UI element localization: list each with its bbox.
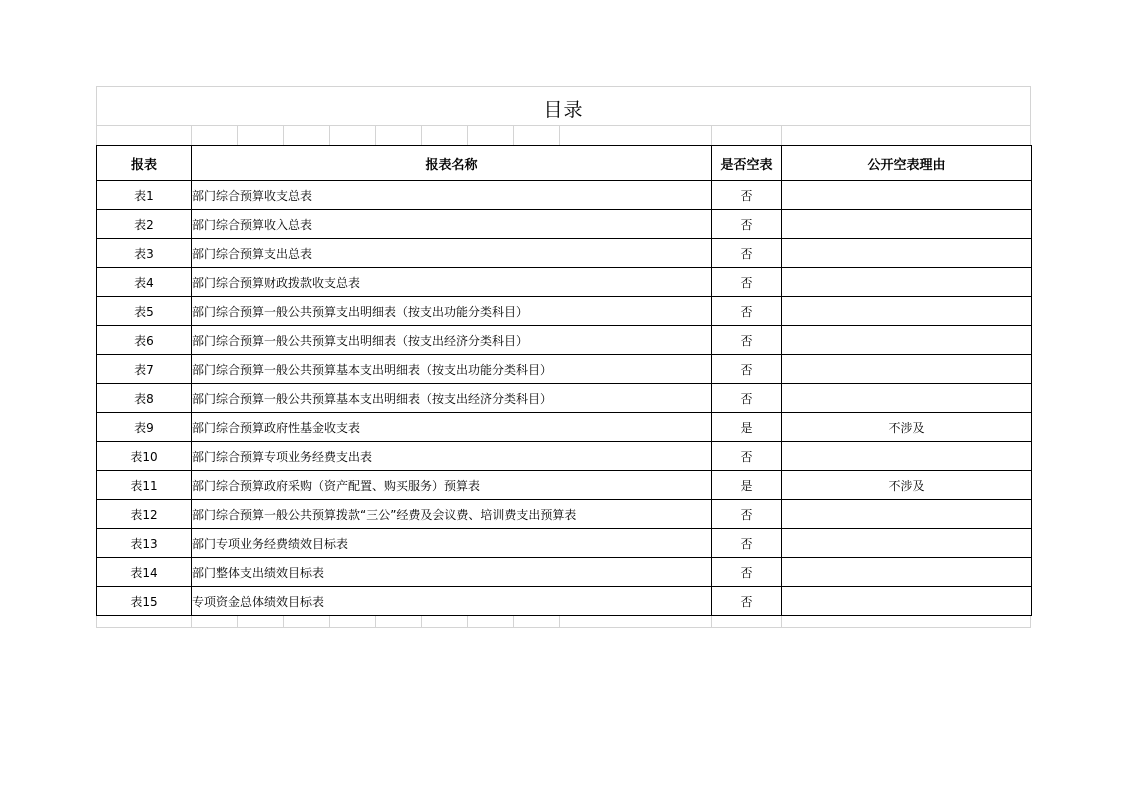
report-name-cell: 部门综合预算收入总表	[192, 210, 712, 239]
grid-line	[513, 616, 514, 627]
grid-line	[375, 616, 376, 627]
grid-line	[329, 126, 330, 145]
is-empty-cell: 否	[712, 500, 782, 529]
empty-reason-cell	[782, 384, 1032, 413]
table-row	[97, 181, 1032, 210]
is-empty-cell: 否	[712, 384, 782, 413]
header-reason: 公开空表理由	[782, 146, 1032, 181]
table-row	[97, 297, 1032, 326]
empty-reason-cell	[782, 239, 1032, 268]
grid-line	[467, 616, 468, 627]
grid-line	[711, 126, 712, 145]
report-number-cell: 表12	[97, 500, 192, 529]
empty-reason-cell	[782, 326, 1032, 355]
report-number-cell: 表1	[97, 181, 192, 210]
empty-reason-cell	[782, 500, 1032, 529]
header-is-empty: 是否空表	[712, 146, 782, 181]
grid-line	[237, 616, 238, 627]
empty-reason-cell	[782, 558, 1032, 587]
report-name-cell: 部门综合预算一般公共预算支出明细表（按支出经济分类科目）	[192, 326, 712, 355]
is-empty-cell: 否	[712, 210, 782, 239]
report-number-cell: 表4	[97, 268, 192, 297]
empty-reason-cell	[782, 268, 1032, 297]
grid-line	[237, 126, 238, 145]
report-number-cell: 表14	[97, 558, 192, 587]
report-name-cell: 部门综合预算一般公共预算基本支出明细表（按支出经济分类科目）	[192, 384, 712, 413]
is-empty-cell: 是	[712, 413, 782, 442]
report-name-cell: 部门综合预算政府性基金收支表	[192, 413, 712, 442]
grid-line	[559, 126, 560, 145]
header-row	[97, 146, 1032, 181]
is-empty-cell: 否	[712, 297, 782, 326]
report-name-cell: 部门综合预算收支总表	[192, 181, 712, 210]
report-name-cell: 部门综合预算专项业务经费支出表	[192, 442, 712, 471]
grid-line	[191, 616, 192, 627]
is-empty-cell: 否	[712, 239, 782, 268]
table-row	[97, 355, 1032, 384]
grid-line	[329, 616, 330, 627]
report-number-cell: 表6	[97, 326, 192, 355]
is-empty-cell: 否	[712, 529, 782, 558]
report-number-cell: 表11	[97, 471, 192, 500]
report-number-cell: 表8	[97, 384, 192, 413]
table-row	[97, 413, 1032, 442]
empty-reason-cell	[782, 210, 1032, 239]
header-report: 报表	[97, 146, 192, 181]
grid-line	[559, 616, 560, 627]
grid-line	[421, 126, 422, 145]
table-row	[97, 442, 1032, 471]
is-empty-cell: 否	[712, 587, 782, 616]
grid-line	[283, 616, 284, 627]
is-empty-cell: 否	[712, 181, 782, 210]
report-name-cell: 部门综合预算一般公共预算支出明细表（按支出功能分类科目）	[192, 297, 712, 326]
table-row	[97, 239, 1032, 268]
toc-table	[96, 145, 1032, 616]
blank-grid-row-bottom	[96, 616, 1031, 628]
report-number-cell: 表7	[97, 355, 192, 384]
spreadsheet-page	[96, 86, 1031, 628]
report-number-cell: 表15	[97, 587, 192, 616]
is-empty-cell: 否	[712, 558, 782, 587]
empty-reason-cell	[782, 297, 1032, 326]
report-name-cell: 部门综合预算财政拨款收支总表	[192, 268, 712, 297]
table-row	[97, 471, 1032, 500]
report-number-cell: 表3	[97, 239, 192, 268]
report-number-cell: 表10	[97, 442, 192, 471]
table-row	[97, 558, 1032, 587]
table-row	[97, 500, 1032, 529]
empty-reason-cell	[782, 587, 1032, 616]
report-number-cell: 表9	[97, 413, 192, 442]
empty-reason-cell	[782, 442, 1032, 471]
report-number-cell: 表5	[97, 297, 192, 326]
table-row	[97, 384, 1032, 413]
grid-line	[781, 126, 782, 145]
page-title: 目录	[543, 99, 584, 121]
header-name: 报表名称	[192, 146, 712, 181]
grid-line	[711, 616, 712, 627]
report-name-cell: 专项资金总体绩效目标表	[192, 587, 712, 616]
is-empty-cell: 否	[712, 355, 782, 384]
report-name-cell: 部门综合预算一般公共预算拨款“三公”经费及会议费、培训费支出预算表	[192, 500, 712, 529]
is-empty-cell: 否	[712, 442, 782, 471]
grid-line	[421, 616, 422, 627]
empty-reason-cell	[782, 529, 1032, 558]
report-name-cell: 部门专项业务经费绩效目标表	[192, 529, 712, 558]
is-empty-cell: 是	[712, 471, 782, 500]
blank-grid-row	[96, 125, 1031, 145]
table-row	[97, 210, 1032, 239]
report-number-cell: 表13	[97, 529, 192, 558]
table-row	[97, 587, 1032, 616]
is-empty-cell: 否	[712, 268, 782, 297]
table-row	[97, 529, 1032, 558]
grid-line	[781, 616, 782, 627]
grid-line	[513, 126, 514, 145]
report-name-cell: 部门综合预算支出总表	[192, 239, 712, 268]
report-name-cell: 部门整体支出绩效目标表	[192, 558, 712, 587]
grid-line	[375, 126, 376, 145]
grid-line	[467, 126, 468, 145]
report-number-cell: 表2	[97, 210, 192, 239]
table-row	[97, 326, 1032, 355]
report-name-cell: 部门综合预算政府采购（资产配置、购买服务）预算表	[192, 471, 712, 500]
table-body	[97, 181, 1032, 616]
empty-reason-cell	[782, 355, 1032, 384]
table-row	[97, 268, 1032, 297]
empty-reason-cell	[782, 181, 1032, 210]
empty-reason-cell: 不涉及	[782, 471, 1032, 500]
report-name-cell: 部门综合预算一般公共预算基本支出明细表（按支出功能分类科目）	[192, 355, 712, 384]
grid-line	[191, 126, 192, 145]
is-empty-cell: 否	[712, 326, 782, 355]
empty-reason-cell: 不涉及	[782, 413, 1032, 442]
grid-line	[283, 126, 284, 145]
title-row	[96, 86, 1031, 125]
